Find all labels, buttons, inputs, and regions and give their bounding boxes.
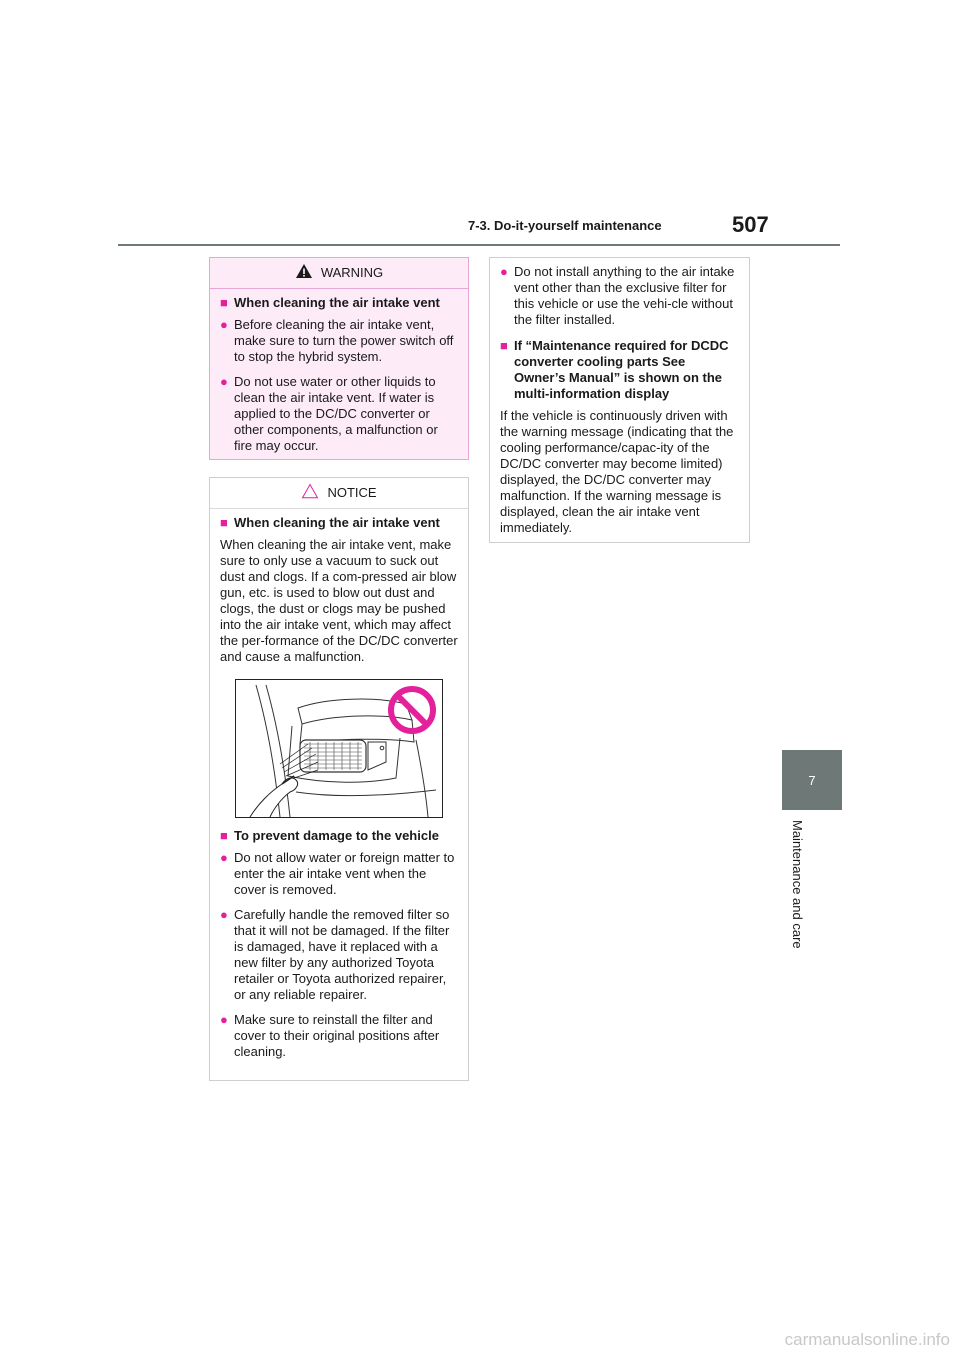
notice-heading bbox=[220, 515, 458, 531]
square-bullet-icon: ■ bbox=[500, 338, 508, 353]
round-bullet-icon: ● bbox=[220, 1012, 228, 1027]
notice-item bbox=[220, 850, 458, 898]
warning-separator bbox=[210, 288, 468, 289]
round-bullet-icon: ● bbox=[220, 374, 228, 389]
chapter-tab[interactable] bbox=[782, 750, 842, 810]
notice-heading bbox=[220, 828, 458, 844]
prohibited-sign-icon bbox=[391, 689, 433, 731]
continued-paragraph: If the vehicle is continuously driven with the warning message (indicating that the cooling performance/capac-ity of the DC/DC converter may become limited) displayed, the DC/DC converter may malfunction. If the warning message is displayed, clean the air intake vent immediately. bbox=[500, 408, 734, 535]
page-number: 507 bbox=[732, 212, 769, 237]
warning-title: WARNING bbox=[320, 265, 384, 280]
warning-heading bbox=[220, 295, 458, 311]
vacuum-illustration bbox=[235, 679, 443, 818]
watermark: carmanualsonline.info bbox=[784, 1330, 950, 1349]
notice-title: NOTICE bbox=[327, 485, 377, 500]
notice-item bbox=[220, 907, 458, 1003]
notice-separator bbox=[210, 508, 468, 509]
chapter-number: 7 bbox=[808, 772, 816, 788]
round-bullet-icon: ● bbox=[220, 907, 228, 922]
section-title: 7-3. Do-it-yourself maintenance bbox=[468, 218, 662, 233]
warning-item-text: Before cleaning the air intake vent, make sure to turn the power switch off to stop the hybrid system. bbox=[234, 317, 454, 364]
notice-item-text: Carefully handle the removed filter so that it will not be damaged. If the filter is damaged, have it replaced with a new filter by any authorized Toyota retailer or Toyota authorized repairer, or any reliable repairer. bbox=[234, 907, 450, 1002]
header-rule bbox=[118, 244, 840, 246]
warning-box bbox=[209, 257, 469, 460]
notice-paragraph: When cleaning the air intake vent, make sure to only use a vacuum to suck out dust and clogs. If a com-pressed air blow gun, etc. is used to blow out dust and clogs, the dust or clogs may be pushed into the air intake vent, which may affect the per-formance of the DC/DC converter and cause a malfunction. bbox=[220, 537, 458, 664]
square-bullet-icon: ■ bbox=[220, 515, 228, 530]
continued-item-text: Do not install anything to the air intake vent other than the exclusive filter for this vehicle or use the vehi-cle without the filter installed. bbox=[514, 264, 735, 327]
square-bullet-icon: ■ bbox=[220, 295, 228, 310]
notice-heading-text: To prevent damage to the vehicle bbox=[234, 828, 439, 843]
warning-triangle-icon bbox=[295, 263, 313, 283]
warning-item-text: Do not use water or other liquids to clean the air intake vent. If water is applied to the DC/DC converter or other components, a malfunction or fire may occur. bbox=[234, 374, 438, 453]
warning-item bbox=[220, 317, 458, 365]
round-bullet-icon: ● bbox=[500, 264, 508, 279]
notice-item-text: Do not allow water or foreign matter to enter the air intake vent when the cover is removed. bbox=[234, 850, 455, 897]
continued-item bbox=[500, 264, 739, 328]
notice-box-header bbox=[220, 478, 458, 508]
continued-heading bbox=[500, 338, 739, 402]
square-bullet-icon: ■ bbox=[220, 828, 228, 843]
warning-box-header bbox=[220, 258, 458, 288]
continued-warning-box bbox=[489, 257, 750, 543]
warning-item bbox=[220, 374, 458, 454]
notice-box bbox=[209, 477, 469, 1081]
warning-heading-text: When cleaning the air intake vent bbox=[234, 295, 440, 310]
chapter-label: Maintenance and care bbox=[790, 820, 805, 949]
notice-item-text: Make sure to reinstall the filter and cover to their original positions after cleaning. bbox=[234, 1012, 440, 1059]
notice-heading-text: When cleaning the air intake vent bbox=[234, 515, 440, 530]
round-bullet-icon: ● bbox=[220, 317, 228, 332]
notice-triangle-icon bbox=[301, 483, 319, 503]
round-bullet-icon: ● bbox=[220, 850, 228, 865]
continued-heading-text: If “Maintenance required for DCDC converter cooling parts See Owner’s Manual” is shown on the multi-information display bbox=[514, 338, 729, 401]
notice-item bbox=[220, 1012, 458, 1060]
